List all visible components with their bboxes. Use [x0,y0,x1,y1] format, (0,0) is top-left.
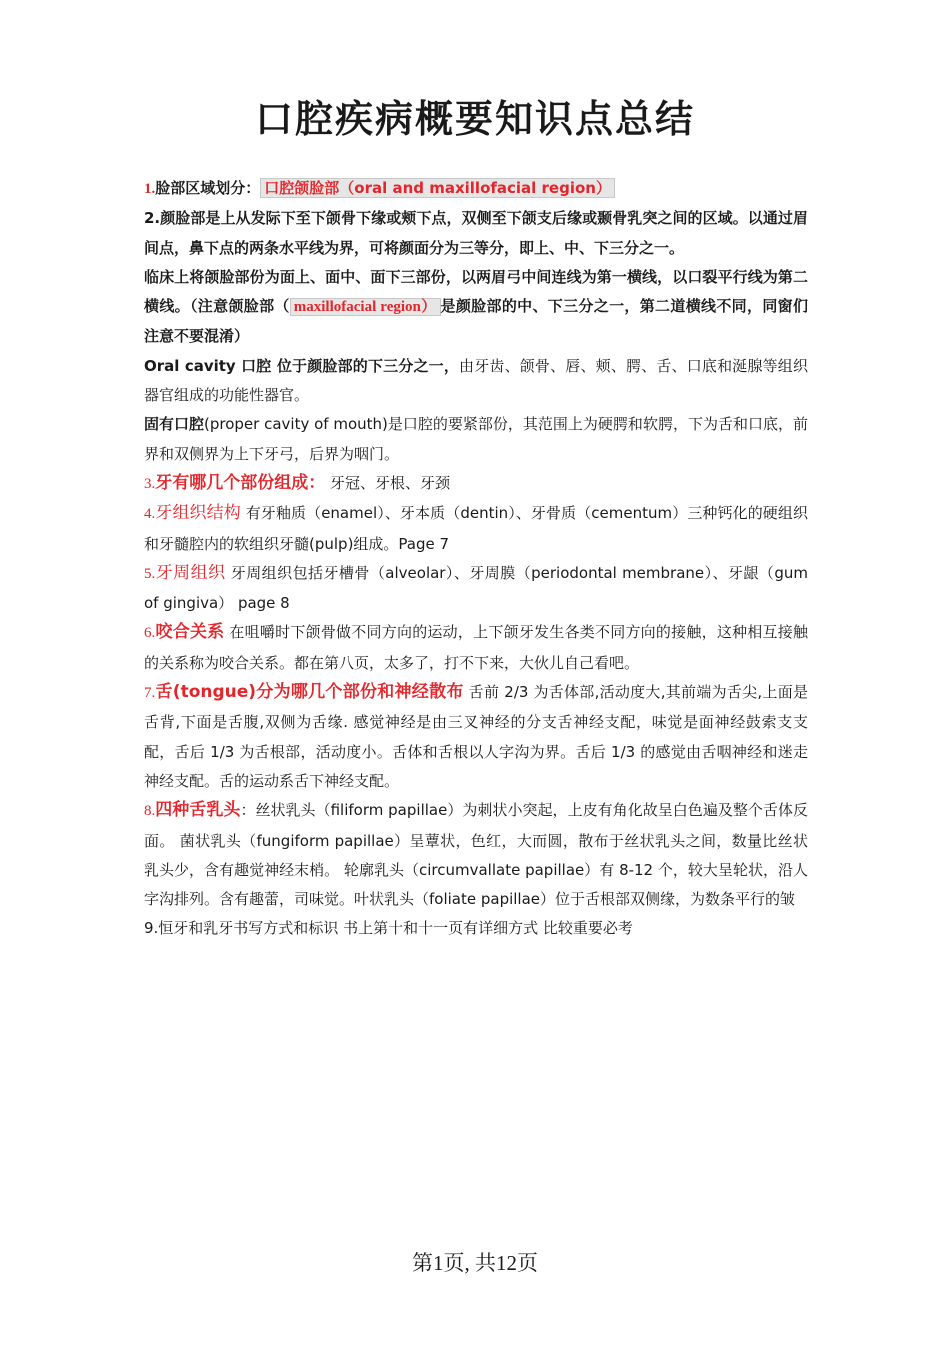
section-6-text: 在咀嚼时下颌骨做不同方向的运动，上下颌牙发生各类不同方向的接触，这种相互接触的关系称为咬合关系。都在第八页，太多了，打不下来，大伙儿自己看吧。 [144,623,809,672]
section-3-heading: 牙有哪几个部份组成： [155,472,326,493]
section-6-heading: 咬合关系 [155,622,225,643]
oral-cavity-bold: Oral cavity 口腔 位于颜脸部的下三分之一， [144,356,460,375]
section-1-label: 脸部区域划分： [155,179,261,197]
section-1-highlight: 口腔颌脸部（oral and maxillofacial region） [260,178,615,198]
section-4-heading: 牙组织结构 [155,503,241,524]
section-2-oral-cavity [144,352,808,411]
section-3-number: 3. [144,475,156,492]
section-7-heading: 舌(tongue)分为哪几个部份和神经散布 [155,682,464,703]
section-2-text-b: 是颜脸部的中、下三分之一，第二道横线不同，同窗们注意不要混淆） [144,297,808,346]
section-7 [144,678,808,796]
section-8-heading: 四种舌乳头 [155,800,241,821]
section-2-para-2 [144,263,808,352]
proper-cavity-text: (proper cavity of mouth)是口腔的要紧部份，其范围上为硬腭和软腭，下为舌和口底，前界和双侧界为上下牙弓，后界为咽门。 [144,415,808,463]
section-9: 9.恒牙和乳牙书写方式和标识 书上第十和十一页有详细方式 比较重要必考 [144,919,633,938]
section-6-number: 6. [144,625,156,642]
oral-cavity-text: 由牙齿、颌骨、唇、颊、腭、舌、口底和涎腺等组织器官组成的功能性器官。 [144,356,808,405]
section-7-number: 7. [144,685,156,702]
section-4-text: 有牙釉质（enamel）、牙本质（dentin）、牙骨质（cementum）三种钙化的硬组织和牙髓腔内的软组织牙髓(pulp)组成。Page 7 [144,504,809,553]
section-1-number: 1. [144,181,156,197]
section-5 [144,559,808,619]
section-8-text: ：丝状乳头（filiform papillae）为刺状小突起，上皮有角化故呈白色遍及整个舌体反面。 菌状乳头（fungiform papillae）呈蕈状，色红，大而圆，散布于丝状乳头之间，数量比丝状乳头少，含有趣觉神经末梢。 轮廓乳头（circumvallate papillae）有 8-12 个，较大呈轮状，沿人字沟排列。含有趣蕾，司味觉。叶状乳头（foliate papillae）位于舌根部双侧缘，为数条平行的皱 [144,801,809,909]
proper-cavity-bold: 固有口腔 [144,415,205,434]
section-4-number: 4. [144,506,156,523]
page-title: 口腔疾病概要知识点总结 [254,97,695,141]
section-5-heading: 牙周组织 [155,562,226,583]
section-2-para-1: 2.颜脸部是上从发际下至下颌骨下缘或颊下点，双侧至下颌支后缘或颞骨乳突之间的区域。以通过眉间点，鼻下点的两条水平线为界，可将颜面分为三等分，即上、中、下三分之一。 [144,209,808,257]
section-7-text: 舌前 2/3 为舌体部,活动度大,其前端为舌尖,上面是舌背,下面是舌腹,双侧为舌缘. 感觉神经是由三叉神经的分支舌神经支配，味觉是面神经鼓索支支配，舌后 1/3 为舌根部，活动度小。舌体和舌根以人字沟为界。舌后 1/3 的感觉由舌咽神经和迷走神经支配。舌的运动系舌下神经支配。 [144,683,808,790]
section-3-text: 牙冠、牙根、牙颈 [325,473,451,492]
section-8 [144,796,808,914]
section-2-proper-cavity [144,410,808,469]
section-2-highlight: maxillofacial region） [290,298,441,316]
section-5-number: 5. [144,565,156,582]
section-4 [144,499,808,559]
section-6 [144,618,808,678]
page-footer: 第1页, 共12页 [412,1251,538,1275]
document-body [144,174,808,944]
section-1 [144,174,808,204]
section-3 [144,469,808,499]
section-8-number: 8. [144,803,156,820]
section-2-text-a: 临床上将颌脸部份为面上、面中、面下三部份，以两眉弓中间连线为第一横线，以口裂平行线为第二横线。（注意颌脸部（ [144,267,808,316]
section-5-text: 牙周组织包括牙槽骨（alveolar）、牙周膜（periodontal membrane）、牙龈（gum of gingiva） page 8 [144,563,809,613]
